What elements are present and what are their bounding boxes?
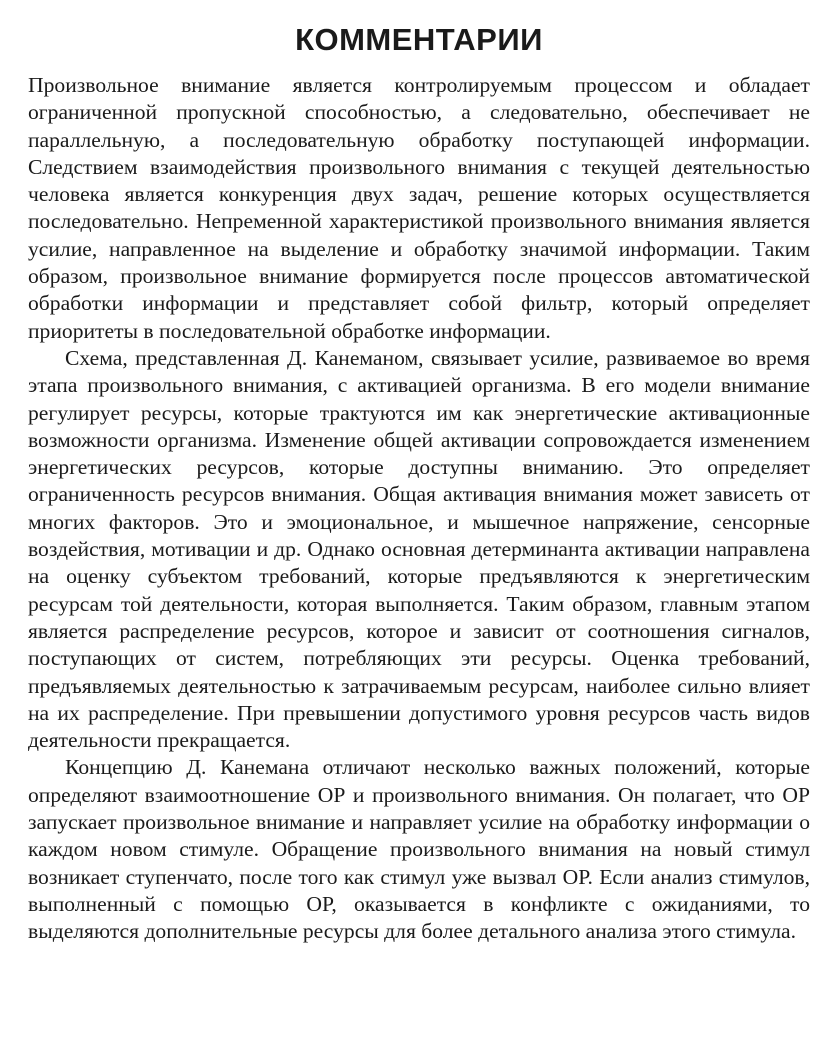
paragraph-2: Схема, представленная Д. Канеманом, связывает усилие, развиваемое во время этапа произвольного внимания, с активацией организма. В его модели внимание регулирует ресурсы, которые трактуются им как энергетические активационные возможности организма. Изменение общей активации сопровождается изменением энергетических ресурсов, которые доступны вниманию. Это определяет ограниченность ресурсов внимания. Общая активация внимания может зависеть от многих факторов. Это и эмоциональное, и мышечное напряжение, сенсорные воздействия, мотивации и др. Однако основная детерминанта активации направлена на оценку субъектом требований, которые предъявляются к энергетическим ресурсам той деятельности, которая выполняется. Таким образом, главным этапом является распределение ресурсов, которое и зависит от соотношения сигналов, поступающих от систем, потребляющих эти ресурсы. Оценка требований, предъявляемых деятельностью к затрачиваемым ресурсам, наиболее сильно влияет на их распределение. При превышении допустимого уровня ресурсов часть видов деятельности прекращается.	[28, 345, 810, 753]
page-title: КОММЕНТАРИИ	[295, 22, 543, 57]
paragraph-1: Произвольное внимание является контролируемым процессом и обладает ограниченной пропускной способностью, а следовательно, обеспечивает не параллельную, а последовательную обработку поступающей информации. Следствием взаимодействия произвольного внимания с текущей деятельностью человека является конкуренция двух задач, решение которых осуществляется последовательно. Непременной характеристикой произвольного внимания является усилие, направленное на выделение и обработку значимой информации. Таким образом, произвольное внимание формируется после процессов автоматической обработки информации и представляет собой фильтр, который определяет приоритеты в последовательной обработке информации.	[28, 73, 810, 343]
document-page	[28, 20, 810, 946]
paragraph-3: Концепцию Д. Канемана отличают несколько важных положений, которые определяют взаимоотношение ОР и произвольного внимания. Он полагает, что ОР запускает произвольное внимание и направляет усилие на обработку информации о каждом новом стимуле. Обращение произвольного внимания на новый стимул возникает ступенчато, после того как стимул уже вызвал ОР. Если анализ стимулов, выполненный с помощью ОР, оказывается в конфликте с ожиданиями, то выделяются дополнительные ресурсы для более детального анализа этого стимула.	[28, 755, 810, 944]
